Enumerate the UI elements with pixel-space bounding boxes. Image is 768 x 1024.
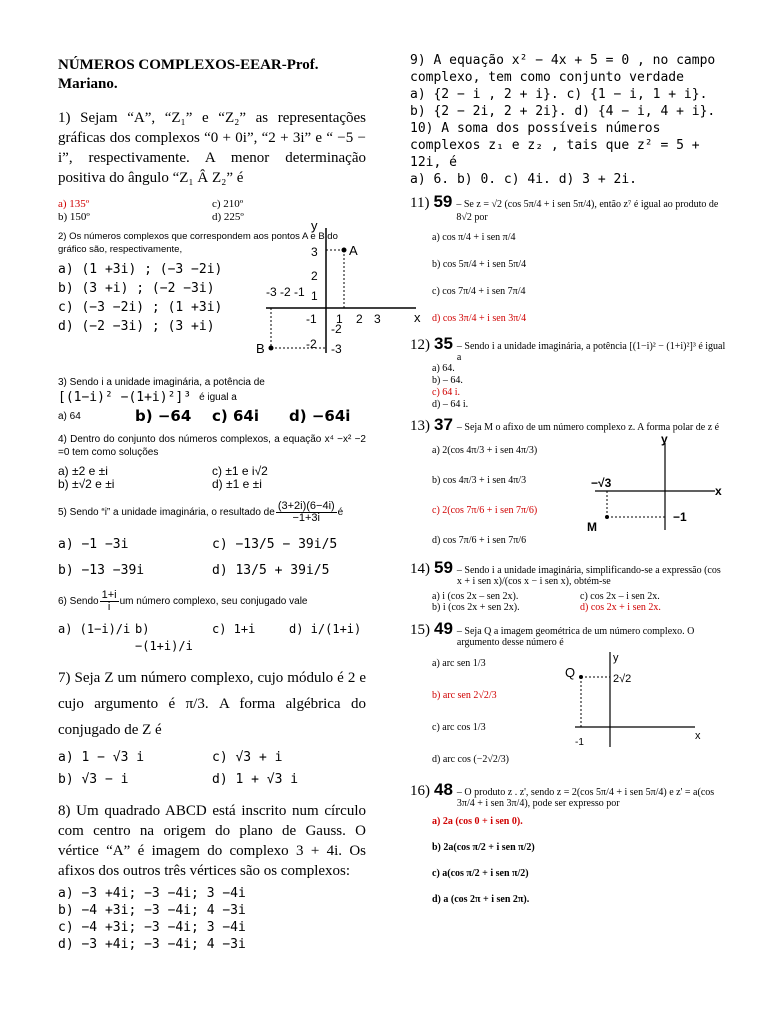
tick-x-neg: -3 -2 -1 <box>266 285 305 299</box>
q3-option-d: d) −64i <box>289 407 351 425</box>
q15-option-b: b) arc sen 2√2/3 <box>432 690 497 701</box>
q15-x-label: x <box>695 730 701 742</box>
q3-tail: é igual a <box>199 392 237 403</box>
q11-label: 11) <box>410 195 430 211</box>
q12-number: 35 <box>434 334 453 353</box>
q16-number: 48 <box>434 780 453 799</box>
question-1 <box>58 108 366 224</box>
tick-y-1: 1 <box>311 289 318 303</box>
q13-point-m <box>605 515 609 519</box>
q15-y-label: y <box>613 652 619 664</box>
tick-y-3: 3 <box>311 245 318 259</box>
y-axis-label: y <box>311 218 318 233</box>
q7-option-c: c) √3 + i <box>212 750 283 765</box>
q13-text: – Seja M o afixo de um número complexo z. A forma polar de z é <box>456 422 720 433</box>
q15-point-q <box>579 675 583 679</box>
q13-option-c: c) 2(cos 7π/6 + i sen 7π/6) <box>432 505 538 516</box>
q16-option-b: b) 2a(cos π/2 + i sen π/2) <box>432 842 535 853</box>
q10-options: a) 6. b) 0. c) 4i. d) 3 + 2i. <box>410 172 637 187</box>
x-axis-label: x <box>414 310 421 325</box>
q16-text: – O produto z . z', sendo z = 2(cos 5π/4 + i sen 5π/4) e z' = a(cos 3π/4 + i sen 3π/4), pode ser expresso por <box>456 787 715 809</box>
question-3 <box>58 376 366 423</box>
q15-two-root2: 2√2 <box>613 673 632 685</box>
question-6 <box>58 590 366 655</box>
question-11 <box>410 192 728 332</box>
question-4 <box>58 433 366 491</box>
q6-option-b: b) −(1+i)/i <box>135 622 193 653</box>
question-16 <box>410 780 728 913</box>
q12-option-a: a) 64. <box>432 363 455 374</box>
question-9 <box>410 52 728 120</box>
q5-option-c: c) −13/5 − 39i/5 <box>212 537 338 552</box>
q13-option-a: a) 2(cos 4π/3 + i sen 4π/3) <box>432 445 538 456</box>
q8-option-a: a) −3 +4i; −3 −4i; 3 −4i <box>58 886 246 901</box>
q9-options-line-a: a) {2 − i , 2 + i}. c) {1 − i, 1 + i}. <box>410 87 708 102</box>
tick-x-1: 1 <box>336 312 343 326</box>
question-10 <box>410 120 728 188</box>
question-8-text: 8) Um quadrado ABCD está inscrito num círculo com centro na origem do plano de Gauss. O vértice “A” é imagem do complexo 3 + 4i. Os afixos dos outros três vértices são os complexos: <box>58 803 366 879</box>
question-7 <box>58 665 366 791</box>
q13-neg-one: −1 <box>673 510 687 524</box>
q14-number: 59 <box>434 558 453 577</box>
question-14 <box>410 558 728 613</box>
q8-option-b: b) −4 +3i; −3 −4i; 4 −3i <box>58 903 246 918</box>
point-a-label: A <box>349 243 358 258</box>
q6-denominator: i <box>107 601 111 613</box>
q15-label: 15) <box>410 622 430 638</box>
q14-option-d: d) cos 2x + i sen 2x. <box>580 602 661 613</box>
q14-label: 14) <box>410 561 430 577</box>
q13-x-label: x <box>715 484 722 498</box>
q6-option-a: a) (1−i)/i <box>58 622 131 636</box>
q4-option-d: d) ±1 e ±i <box>212 477 262 491</box>
q8-option-c: c) −4 +3i; −3 −4i; 3 −4i <box>58 920 246 935</box>
q12-text: – Sendo i a unidade imaginária, a potência [(1−i)² − (1+i)²]³ é igual a <box>456 341 726 363</box>
q13-number: 37 <box>434 415 453 434</box>
q6-numerator: 1+i <box>101 589 117 601</box>
q7-option-b: b) √3 − i <box>58 772 129 787</box>
question-3-text: 3) Sendo i a unidade imaginária, a potência de <box>58 377 265 388</box>
question-15 <box>410 619 728 776</box>
question-5 <box>58 501 366 584</box>
q15-neg-one: -1 <box>575 737 584 748</box>
tick-y-2: 2 <box>311 269 318 283</box>
tick-y-neg3: -3 <box>331 342 342 356</box>
q15-option-a: a) arc sen 1/3 <box>432 658 486 669</box>
right-column <box>410 52 728 913</box>
q11-option-b: b) cos 5π/4 + i sen 5π/4 <box>432 259 527 270</box>
q6-option-d: d) i/(1+i) <box>289 622 362 636</box>
question-1-text: 1) Sejam “A”, “Z₁” e “Z₂” as representações gráficas dos complexos “0 + 0i”, “2 + 3i” e “ −5 − i”, respectivamente. A menor determinação positiva do ângulo “Z₁ Â Z₂” é <box>58 110 366 186</box>
q15-q-label: Q <box>565 665 576 680</box>
q4-option-b: b) ±√2 e ±i <box>58 477 115 491</box>
q5-option-d: d) 13/5 + 39i/5 <box>212 563 330 578</box>
question-9-text: 9) A equação x² − 4x + 5 = 0 , no campo complexo, tem como conjunto verdade <box>410 53 716 85</box>
q3-expression: [(1−i)² −(1+i)²]³ <box>58 390 192 405</box>
question-10-text: 10) A soma dos possíveis números complexos z₁ e z₂ , tais que z² = 5 + 12i, é <box>410 121 700 170</box>
tick-x-2: 2 <box>356 312 363 326</box>
q14-option-a: a) i (cos 2x – sen 2x). <box>432 591 519 602</box>
question-2-text: 2) Os números complexos que correspondem aos pontos A e B do gráfico são, respectivamente, <box>58 231 338 255</box>
q3-option-c: c) 64i <box>212 407 259 425</box>
q11-option-d: d) cos 3π/4 + i sen 3π/4 <box>432 313 527 324</box>
q5-fraction <box>276 501 337 524</box>
question-2 <box>58 218 421 370</box>
q1-option-d: d) 225º <box>212 211 244 223</box>
q14-text: – Sendo i a unidade imaginária, simplificando-se a expressão (cos x + i sen x)/(cos x − i sen x), obtém-se <box>456 565 721 587</box>
q12-option-b: b) – 64. <box>432 375 463 386</box>
q13-graph <box>575 435 725 535</box>
q8-option-d: d) −3 +4i; −3 −4i; 4 −3i <box>58 937 246 952</box>
q12-label: 12) <box>410 337 430 353</box>
q13-neg-sqrt3: −√3 <box>591 476 612 490</box>
q14-option-b: b) i (cos 2x + sen 2x). <box>432 602 520 613</box>
question-13 <box>410 415 728 556</box>
q13-label: 13) <box>410 418 430 434</box>
q9-options-line-b: b) {2 − 2i, 2 + 2i}. d) {4 − i, 4 + i}. <box>410 104 716 119</box>
q11-option-a: a) cos π/4 + i sen π/4 <box>432 232 516 243</box>
question-5-text: 5) Sendo “i” a unidade imaginária, o resultado de <box>58 507 275 518</box>
q15-option-c: c) arc cos 1/3 <box>432 722 486 733</box>
question-6-text-a: 6) Sendo <box>58 596 99 607</box>
q6-option-c: c) 1+i <box>212 622 256 636</box>
q12-option-c: c) 64 i. <box>432 387 461 398</box>
tick-y-neg2-b: -2 <box>331 322 342 336</box>
question-4-text: 4) Dentro do conjunto dos números complexos, a equação x⁴ −x² −2 =0 tem como soluções <box>58 434 366 458</box>
q14-option-c: c) cos 2x – i sen 2x. <box>580 591 660 602</box>
q5-tail: é <box>337 507 344 518</box>
q15-number: 49 <box>434 619 453 638</box>
point-a <box>342 248 347 253</box>
q1-option-a: a) 135º <box>58 198 90 210</box>
q11-text: – Se z = √2 (cos 5π/4 + i sen 5π/4), então z⁷ é igual ao produto de 8√2 por <box>456 199 719 223</box>
q15-text: – Seja Q a imagem geométrica de um número complexo. O argumento desse número é <box>456 626 695 648</box>
question-8 <box>58 801 366 953</box>
q16-option-a: a) 2a (cos 0 + i sen 0). <box>432 816 523 827</box>
point-b-label: B <box>256 341 265 356</box>
q7-option-a: a) 1 − √3 i <box>58 750 145 765</box>
q5-option-a: a) −1 −3i <box>58 537 129 552</box>
q2-option-b: b) (3 +i) ; (−2 −3i) <box>58 281 215 296</box>
page-title: NÚMEROS COMPLEXOS-EEAR-Prof. Mariano. <box>58 57 319 92</box>
question-6-text-b: um número complexo, seu conjugado vale <box>119 596 308 607</box>
q16-option-c: c) a(cos π/2 + i sen π/2) <box>432 868 529 879</box>
q13-m-label: M <box>587 520 597 534</box>
q5-numerator: (3+2i)(6−4i) <box>277 500 335 512</box>
q13-y-label: y <box>661 435 668 446</box>
q5-denominator: −1+3i <box>292 512 320 524</box>
q11-number: 59 <box>433 192 453 211</box>
q1-option-b: b) 150º <box>58 211 90 223</box>
q2-option-c: c) (−3 −2i) ; (1 +3i) <box>58 300 223 315</box>
q15-option-d: d) arc cos (−2√2/3) <box>432 754 509 765</box>
q3-option-a: a) 64 <box>58 411 81 422</box>
q11-option-c: c) cos 7π/4 + i sen 7π/4 <box>432 286 526 297</box>
tick-minus-one: -1 <box>306 312 317 326</box>
q3-option-b: b) −64 <box>135 407 192 425</box>
q2-option-d: d) (−2 −3i) ; (3 +i) <box>58 319 215 334</box>
q4-option-c: c) ±1 e i√2 <box>212 464 268 478</box>
q13-option-b: b) cos 4π/3 + i sen 4π/3 <box>432 475 527 486</box>
point-b <box>269 346 274 351</box>
tick-y-neg2: -2 <box>306 337 317 351</box>
tick-x-3: 3 <box>374 312 381 326</box>
q15-graph <box>565 647 715 757</box>
q2-option-a: a) (1 +3i) ; (−3 −2i) <box>58 262 223 277</box>
question-12 <box>410 334 728 411</box>
q13-option-d: d) cos 7π/6 + i sen 7π/6 <box>432 535 527 546</box>
q16-option-d: d) a (cos 2π + i sen 2π). <box>432 894 530 905</box>
q6-fraction <box>100 590 119 613</box>
q7-option-d: d) 1 + √3 i <box>212 772 299 787</box>
question-7-text: 7) Seja Z um número complexo, cujo módulo é 2 e cujo argumento é π/3. A forma algébrica do conjugado de Z é <box>58 670 366 738</box>
q4-option-a: a) ±2 e ±i <box>58 464 108 478</box>
q5-option-b: b) −13 −39i <box>58 563 145 578</box>
q12-option-d: d) – 64 i. <box>432 399 469 410</box>
q1-option-c: c) 210º <box>212 198 244 210</box>
q2-graph <box>256 218 426 358</box>
q16-label: 16) <box>410 783 430 799</box>
